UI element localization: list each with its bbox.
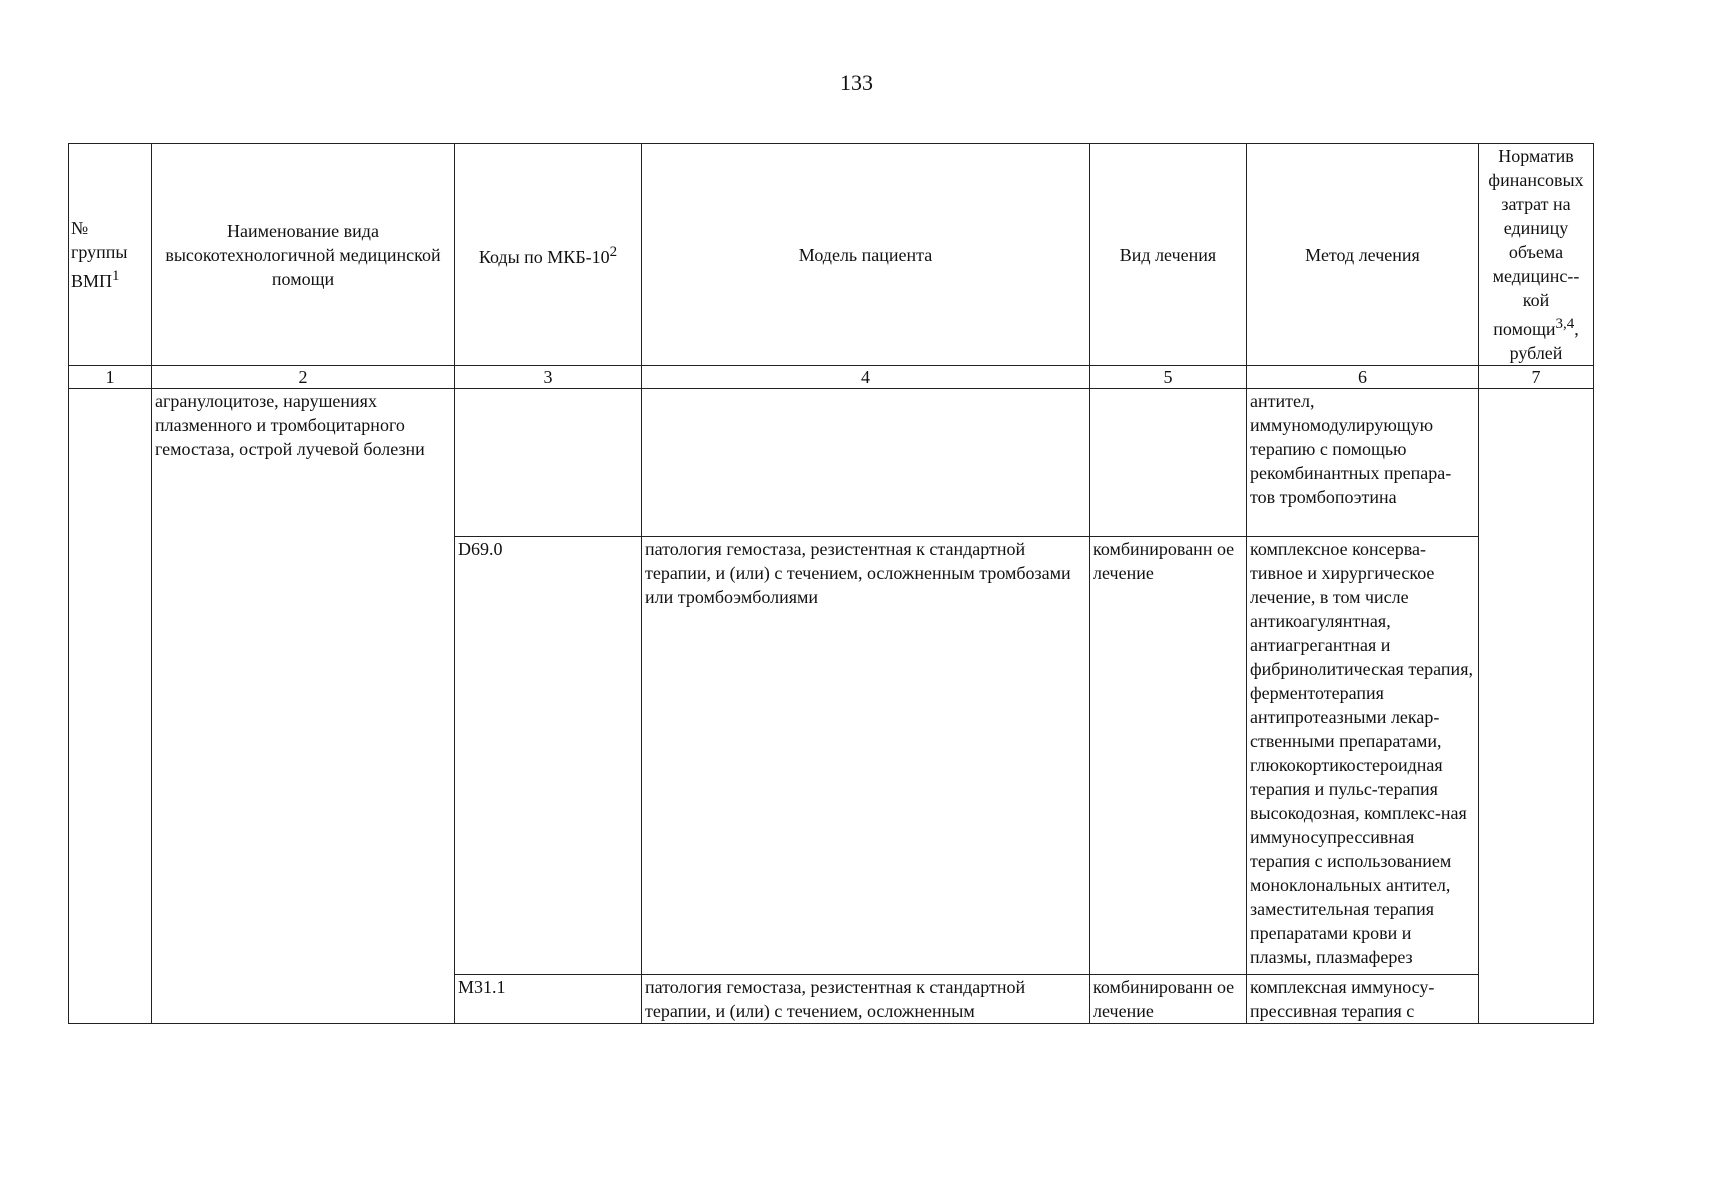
treatment-type-cell	[1090, 389, 1247, 537]
treatment-method-cell	[1247, 975, 1479, 1024]
column-number: 4	[642, 366, 1090, 389]
header-care-type: Наименование вида высокотехнологичной медицинской помощи	[152, 144, 455, 366]
icd-code-cell: D69.0	[455, 537, 642, 975]
column-number: 3	[455, 366, 642, 389]
header-treatment-method: Метод лечения	[1247, 144, 1479, 366]
header-cost-norm: Норматив финансовых затрат на единицу объема медицинс-- кой помощи$^{3,4}$, рублей	[1479, 144, 1594, 366]
column-number: 1	[69, 366, 152, 389]
patient-model-cell: патология гемостаза, резистентная к стандартной терапии, и (или) с течением, осложненным тромбозами или тромбоэмболиями	[642, 537, 1090, 975]
header-patient-model: Модель пациента	[642, 144, 1090, 366]
column-number-row	[69, 366, 1594, 389]
column-number: 6	[1247, 366, 1479, 389]
treatment-type-cell: комбинированн ое лечение	[1090, 537, 1247, 975]
group-number-cell	[69, 389, 152, 1024]
treatment-type-cell	[1090, 975, 1247, 1024]
header-treatment-type: Вид лечения	[1090, 144, 1247, 366]
treatment-method-cell: комплексное консерва-тивное и хирургическое лечение, в том числе антикоагулянтная, антиагрегантная и фибринолитическая терапия, ферментотерапия антипротеазными лекар-ственными препаратами, глюкокортикостероидная терапия и пульс-терапия высокодозная, комплекс-ная иммуносупрессивная терапия с использованием моноклональных антител, заместительная терапия препаратами крови и плазмы, плазмаферез	[1247, 537, 1479, 975]
icd-code-cell	[455, 389, 642, 537]
column-number: 2	[152, 366, 455, 389]
column-number: 5	[1090, 366, 1247, 389]
patient-model-cell	[642, 389, 1090, 537]
icd-code-cell: M31.1	[455, 975, 642, 1024]
patient-model-text: патология гемостаза, резистентная к стандартной терапии, и (или) с течением, осложненным	[645, 977, 1026, 1021]
treatment-type-text: комбинированн ое лечение	[1093, 977, 1235, 1021]
cost-norm-cell	[1479, 389, 1594, 1024]
treatment-method-text: комплексная иммуносу-прессивная терапия с	[1250, 977, 1435, 1021]
care-type-cell: агранулоцитозе, нарушениях плазменного и тромбоцитарного гемостаза, острой лучевой болезни	[152, 389, 455, 1024]
treatment-method-cell: антител, иммуномодулирующую терапию с помощью рекомбинантных препара-тов тромбопоэтина	[1247, 389, 1479, 537]
column-number: 7	[1479, 366, 1594, 389]
header-icd-codes: Коды по МКБ-$10^2$	[455, 144, 642, 366]
patient-model-cell	[642, 975, 1090, 1024]
header-row	[69, 144, 1594, 366]
table-row	[69, 389, 1594, 537]
vmp-table	[68, 143, 1594, 1024]
page-number: 133	[840, 70, 873, 95]
header-group-number: № группы ВМП$^1$	[69, 144, 152, 366]
